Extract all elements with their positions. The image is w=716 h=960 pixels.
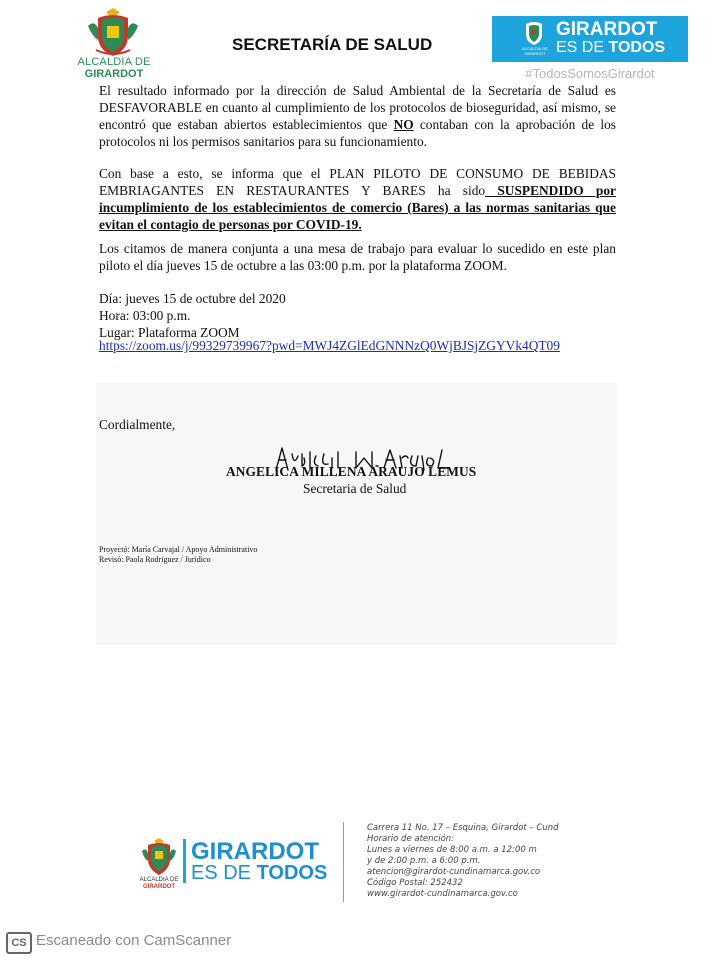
- brand-subtitle-b: TODOS: [608, 39, 666, 56]
- footer-brand-subtitle-a: ES DE: [191, 862, 257, 884]
- brand-subtitle: [556, 39, 665, 57]
- brand-sub-label: ALCALDIA DE GIRARDOT: [522, 46, 548, 56]
- p1-text-a: El resultado informado por la dirección de Salud Ambiental de la Secretaría de Salud es DESFAVORABLE en cuanto al cumplimiento de los protocolos de bioseguridad, así mismo, se encontró que estaban abiertos establecimientos que: [99, 83, 616, 132]
- zoom-link[interactable]: https://zoom.us/j/99329739967?pwd=MWJ4ZGlEdGNNNzQ0WjBJSjZGYVk4QT09: [99, 338, 560, 353]
- meeting-time: Hora: 03:00 p.m.: [99, 308, 191, 323]
- p2-emphasis-suspendido: SUSPENDIDO por incumplimiento de los establecimientos de comercio (Bares) a las normas sanitarias que evitan el contagio de personas por COVID-19.: [99, 183, 616, 232]
- signer-name: ANGELICA MILLENA ARAUJO LEMUS: [226, 464, 477, 479]
- reviewed-by: Revisó: Paola Rodriguez / Jurídico: [99, 555, 211, 564]
- footer-hours-label: Horario de atención:: [367, 834, 455, 844]
- footer-alcaldia-b: GIRARDOT: [143, 884, 175, 890]
- hashtag: #TodosSomosGirardot: [525, 66, 655, 81]
- paragraph-suspension: [99, 165, 616, 233]
- footer-coat-of-arms-icon: [141, 837, 177, 877]
- paragraph-result: [99, 82, 616, 150]
- alcaldia-label: ALCALDIA DE: [77, 56, 151, 68]
- brand-crest-icon: [522, 20, 546, 46]
- brand-title: GIRARDOT: [556, 19, 658, 40]
- brand-subtitle-a: ES DE: [556, 39, 609, 56]
- camscanner-logo-icon: CS: [6, 932, 32, 954]
- footer-accent-bar: [183, 839, 186, 883]
- girardot-coat-of-arms-icon: [86, 6, 140, 58]
- p2-text-a: Con base a esto, se informa que el PLAN PILOTO DE CONSUMO DE BEBIDAS EMBRIAGANTES EN RESTAURANTES Y BARES ha sido: [99, 166, 616, 198]
- footer-divider: [343, 822, 344, 902]
- paragraph-meeting: Los citamos de manera conjunta a una mesa de trabajo para evaluar lo sucedido en este plan piloto el día jueves 15 de octubre a las 03:00 p.m. por la plataforma ZOOM.: [99, 241, 616, 273]
- p1-emphasis-no: NO: [393, 117, 414, 132]
- girardot-label: GIRARDOT: [84, 68, 144, 80]
- p1-text-c: contaban con la aprobación de los protocolos ni los permisos sanitarios para su funcionamiento.: [99, 117, 616, 149]
- meeting-place: Lugar: Plataforma ZOOM: [99, 325, 240, 340]
- footer-hours-afternoon: y de 2:00 p.m. a 6:00 p.m.: [367, 856, 481, 866]
- footer-brand-subtitle-b: TODOS: [256, 862, 328, 884]
- footer-address: Carrera 11 No. 17 – Esquina, Girardot – Cund: [367, 823, 559, 833]
- footer-alcaldia-label: [134, 877, 184, 891]
- camscanner-watermark: Escaneado con CamScanner: [36, 932, 232, 949]
- signer-role: Secretaria de Salud: [303, 481, 407, 496]
- footer-brand-subtitle: [191, 862, 327, 884]
- footer-brand-title: GIRARDOT: [191, 838, 319, 865]
- footer-alcaldia-a: ALCALDIA DE: [139, 877, 179, 883]
- footer-hours-morning: Lunes a viernes de 8:00 a.m. a 12:00 m: [367, 845, 537, 855]
- meeting-day: Día: jueves 15 de octubre del 2020: [99, 291, 286, 306]
- footer-email[interactable]: atencion@girardot-cundinamarca.gov.co: [367, 867, 541, 877]
- footer-website[interactable]: www.girardot-cundinamarca.gov.co: [367, 889, 518, 899]
- prepared-by: Proyectó: María Carvajal / Apoyo Administrativo: [99, 545, 258, 554]
- closing-salutation: Cordialmente,: [99, 417, 176, 432]
- page-title: SECRETARÍA DE SALUD: [232, 35, 433, 54]
- footer-postal-code: Código Postal: 252432: [367, 878, 463, 888]
